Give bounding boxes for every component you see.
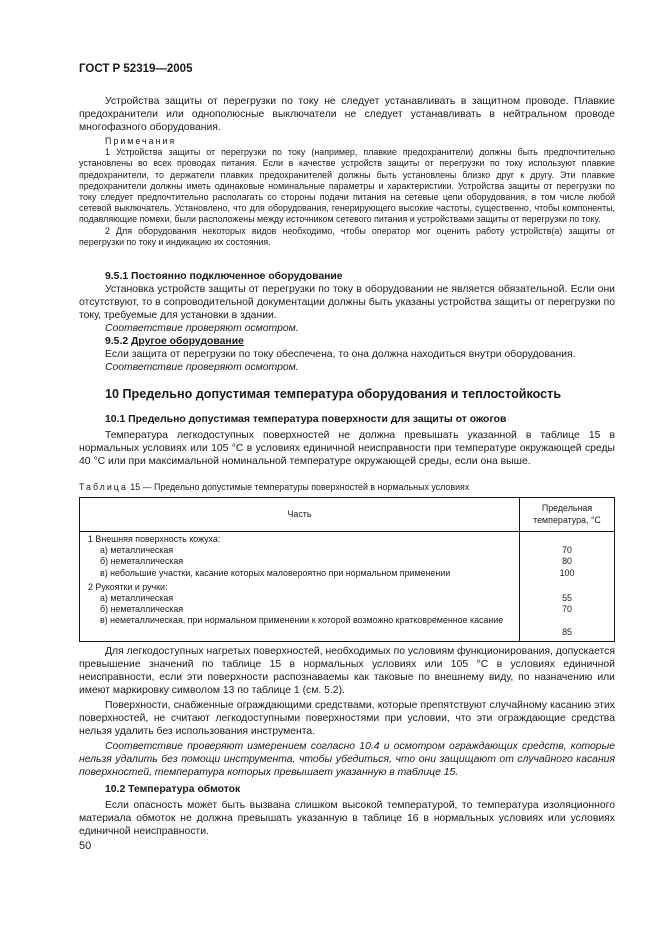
group-1-value-c: 100 (559, 567, 575, 578)
table-15 (79, 497, 615, 642)
group-1-item-c: в) небольшие участки, касание которых маловероятно при нормальном применении (100, 567, 451, 578)
temperature-table (79, 497, 615, 642)
section-9-5-2-number: 9.5.2 (105, 336, 129, 347)
col-header-part: Часть (80, 498, 520, 532)
page-number: 50 (79, 840, 92, 852)
paragraph-check: Соответствие проверяют измерением согласно 10.4 и осмотром ограждающих средств, которые нельзя удалить без помощи инструмента, чтобы убедиться, что они защищают от случайного касания поверхностей, температура которых превышает указанную в таблице 15. (79, 741, 615, 778)
notes-title: Примечания (105, 136, 177, 146)
document-header: ГОСТ Р 52319—2005 (79, 63, 193, 75)
group-2-value-b: 70 (562, 604, 572, 615)
section-10-title: 10 Предельно допустимая температура оборудования и теплостойкость (105, 387, 562, 401)
section-10-2-title: 10.2 Температура обмоток (105, 784, 241, 795)
intro-paragraph (79, 95, 615, 134)
section-9-5-1-text: Установка устройств защиты от перегрузки по току в оборудовании не является обязательной. Если они отсутствуют, то в сопроводительной документации должны быть указаны устройства защиты от перегрузки по току, требуемые для установки в здании. (79, 284, 615, 321)
group-2-item-c: в) неметаллическая, при нормальном применении к которой возможно кратковременное касание (100, 615, 504, 626)
group-1-value-b: 80 (562, 556, 572, 567)
section-9-5-2-name: Другое оборудование (131, 336, 244, 347)
section-9-5-1-title: 9.5.1 Постоянно подключенное оборудование (105, 271, 343, 282)
after-table-text (79, 645, 615, 779)
section-9-5-2-check: Соответствие проверяют осмотром. (105, 362, 299, 373)
group-2-value-c: 85 (562, 626, 572, 637)
section-9-5-2-title (79, 335, 615, 348)
table-caption-text: 15 — Предельно допустимые температуры поверхностей в нормальных условиях (130, 482, 470, 492)
group-1-value-a: 70 (562, 545, 572, 556)
table-15-caption (79, 482, 615, 493)
paragraph-guards: Поверхности, снабженные ограждающими средствами, которые препятствуют случайному касанию этих поверхностей, не считают легкодоступными поверхностями при условии, что эти ограждающие средства нельзя удалить без использования инструмента. (79, 700, 615, 737)
section-10-2 (79, 783, 615, 838)
paragraph-exceed: Для легкодоступных нагретых поверхностей, необходимых по условиям функционирования, допускается превышение значений по таблице 15 в нормальных условиях или 105 °С в условиях единичной неисправности, если эти поверхности распознаваемы как таковые по внешнему виду, по назначению или имеют маркировку символом 13 по таблице 1 (см. 5.2). (79, 646, 615, 696)
section-9-5-2-text: Если защита от перегрузки по току обеспечена, то она должна находиться внутри оборудования. (105, 349, 576, 360)
note-2: 2 Для оборудования некоторых видов необходимо, чтобы оператор мог оценить работу устройств(а) защиты от перегрузки по току и индикацию их состояния. (79, 225, 615, 247)
group-2-item-b: б) неметаллическая (100, 604, 184, 615)
table-row (80, 532, 615, 642)
group-2-value-a: 55 (562, 593, 572, 604)
col-header-temperature: Предельная температура, °С (520, 498, 615, 532)
table-caption-label: Таблица (79, 482, 128, 492)
note-1: 1 Устройства защиты от перегрузки по току (например, плавкие предохранители) должны быть предпочтительно установлены во всех проводах питания. Если в качестве устройств защиты от перегрузки по току используют плавкие предохранители, то держатели плавких предохранителей должны быть установлены близко друг к другу. Эти плавкие предохранители должны иметь одинаковые номинальные параметры и характеристики. Устройства защиты от перегрузки по току следует предпочтительно располагать со стороны подачи питания на сетевые цепи оборудования, в том числе любой сетевой выключатель. Установлено, что для оборудования, генерирующего высокие частоты, существенно, чтобы компоненты, подавляющие помехи, были расположены между источником сетевого питания и устройствами защиты от перегрузки по току. (79, 147, 615, 225)
section-10-1-title: 10.1 Предельно допустимая температура поверхности для защиты от ожогов (105, 414, 507, 425)
group-1-item-b: б) неметаллическая (100, 556, 184, 567)
notes-block (79, 136, 615, 248)
table-header-row (80, 498, 615, 532)
intro-text: Устройства защиты от перегрузки по току не следует устанавливать в защитном проводе. Плавкие предохранители или однополюсные выключатели не следует устанавливать в нейтральном проводе многофазного оборудования. (79, 96, 615, 133)
group-2-item-a: а) металлическая (100, 593, 174, 604)
section-10-2-text: Если опасность может быть вызвана слишком высокой температурой, то температура изоляционного материала обмоток не должна превышать указанную в таблице 16 в нормальных условиях или условиях единичной неисправности. (79, 800, 615, 837)
section-10-1-text: Температура легкодоступных поверхностей не должна превышать указанной в таблице 15 в нормальных условиях или 105 °С в условиях единичной неисправности при температуре окружающей среды 40 °С или при максимальной номинальной температуре окружающей среды, если она выше. (79, 430, 615, 467)
group-1-title: 1 Внешняя поверхность кожуха: (88, 534, 221, 544)
group-1-item-a: а) металлическая (100, 545, 174, 556)
section-9-5-1 (79, 270, 615, 374)
section-10 (79, 386, 615, 402)
section-9-5-1-check: Соответствие проверяют осмотром. (105, 323, 299, 334)
section-10-1 (79, 413, 615, 468)
group-2-title: 2 Рукоятки и ручки: (88, 581, 168, 592)
